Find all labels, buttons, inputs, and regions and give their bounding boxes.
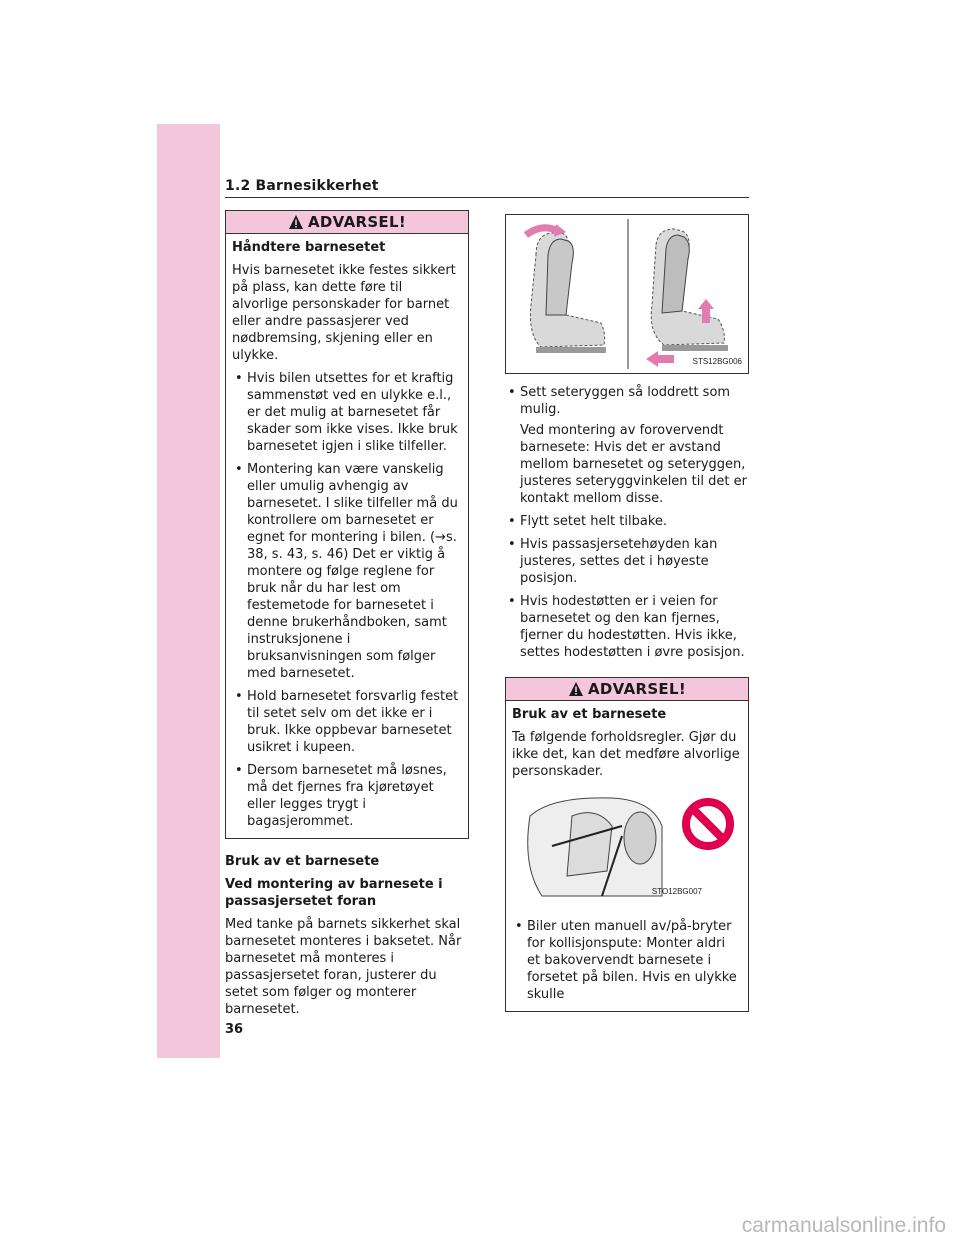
left-column xyxy=(225,210,469,1024)
seat-illustration xyxy=(506,215,750,373)
warning-triangle-icon xyxy=(568,681,584,697)
page-number: 36 xyxy=(225,1022,244,1037)
instruction-bullet: • Hvis hodestøtten er i veien for barnesetet og den kan fjernes, fjerner du hodestøtten. Hvis ikke, settes hodestøtten i øvre posisjon. xyxy=(505,593,749,661)
section-heading: Bruk av et barnesete xyxy=(225,854,380,869)
warning-header xyxy=(506,678,748,701)
warning-title: ADVARSEL! xyxy=(588,679,686,698)
warning-title: ADVARSEL! xyxy=(308,212,406,231)
section-title: 1.2 Barnesikkerhet xyxy=(225,178,379,194)
warning-bullet: • Dersom barnesetet må løsnes, må det fjernes fra kjøretøyet eller legges trygt i bagasjerommet. xyxy=(232,762,462,830)
instruction-bullet: • Sett seteryggen så loddrett som mulig. xyxy=(505,384,749,418)
warning-intro: Ta følgende forholdsregler. Gjør du ikke det, kan det medføre alvorlige personskader. xyxy=(512,730,740,779)
warning-box-left xyxy=(225,210,469,839)
warning-bullet: • Montering kan være vanskelig eller umulig avhengig av barnesetet. I slike tilfeller må du kontrollere om barnesetet er egnet for montering i bilen. (→s. 38, s. 43, s. 46) Det er viktig å montere og følge reglene for bruk når du har lest om festemetode for barnesetet i denne brukerhåndboken, samt instruksjonene i bruksanvisningen som følger med barnesetet. xyxy=(232,461,462,682)
seat-adjust-figure xyxy=(505,214,749,374)
airbag-figure xyxy=(512,786,742,908)
warning-bullet: • Biler uten manuell av/på-bryter for kollisjonspute: Monter aldri et bakovervendt barnesete i forsetet på bilen. Hvis en ulykke skulle xyxy=(512,918,742,1003)
warning-box-right xyxy=(505,677,749,1012)
figure-caption: STS12BG006 xyxy=(692,357,742,366)
subsection-heading: Ved montering av barnesete i passasjersetet foran xyxy=(225,877,443,909)
warning-heading: Bruk av et barnesete xyxy=(512,707,667,722)
warning-header xyxy=(226,211,468,234)
watermark: carmanualsonline.info xyxy=(741,1214,946,1237)
warning-intro: Hvis barnesetet ikke festes sikkert på plass, kan dette føre til alvorlige personskader for barnet eller andre passasjerer ved nødbremsing, skjening eller en ulykke. xyxy=(232,263,456,363)
warning-triangle-icon xyxy=(288,214,304,230)
figure-caption: STO12BG007 xyxy=(651,887,702,896)
instruction-bullet: • Hvis passasjersetehøyden kan justeres, settes det i høyeste posisjon. xyxy=(505,536,749,587)
instruction-bullet: • Flytt setet helt tilbake. xyxy=(505,513,749,530)
side-band xyxy=(157,124,220,1058)
right-column xyxy=(505,214,749,1012)
airbag-illustration xyxy=(512,786,740,908)
instruction-sub: Ved montering av forovervendt barnesete: Hvis det er avstand mellom barnesetet og seteryggen, justeres seteryggvinkelen til det er kontakt mellom disse. xyxy=(520,423,747,506)
body-paragraph: Med tanke på barnets sikkerhet skal barnesetet monteres i baksetet. Når barnesetet må monteres i passasjersetet foran, justerer du setet som følger og monterer barnesetet. xyxy=(225,917,462,1017)
warning-heading: Håndtere barnesetet xyxy=(232,240,386,255)
warning-bullet: • Hvis bilen utsettes for et kraftig sammenstøt ved en ulykke e.l., er det mulig at barnesetet får skader som ikke vises. Ikke bruk barnesetet igjen i slike tilfeller. xyxy=(232,370,462,455)
header-rule xyxy=(225,197,749,198)
warning-bullet: • Hold barnesetet forsvarlig festet til setet selv om det ikke er i bruk. Ikke oppbevar barnesetet usikret i kupeen. xyxy=(232,688,462,756)
